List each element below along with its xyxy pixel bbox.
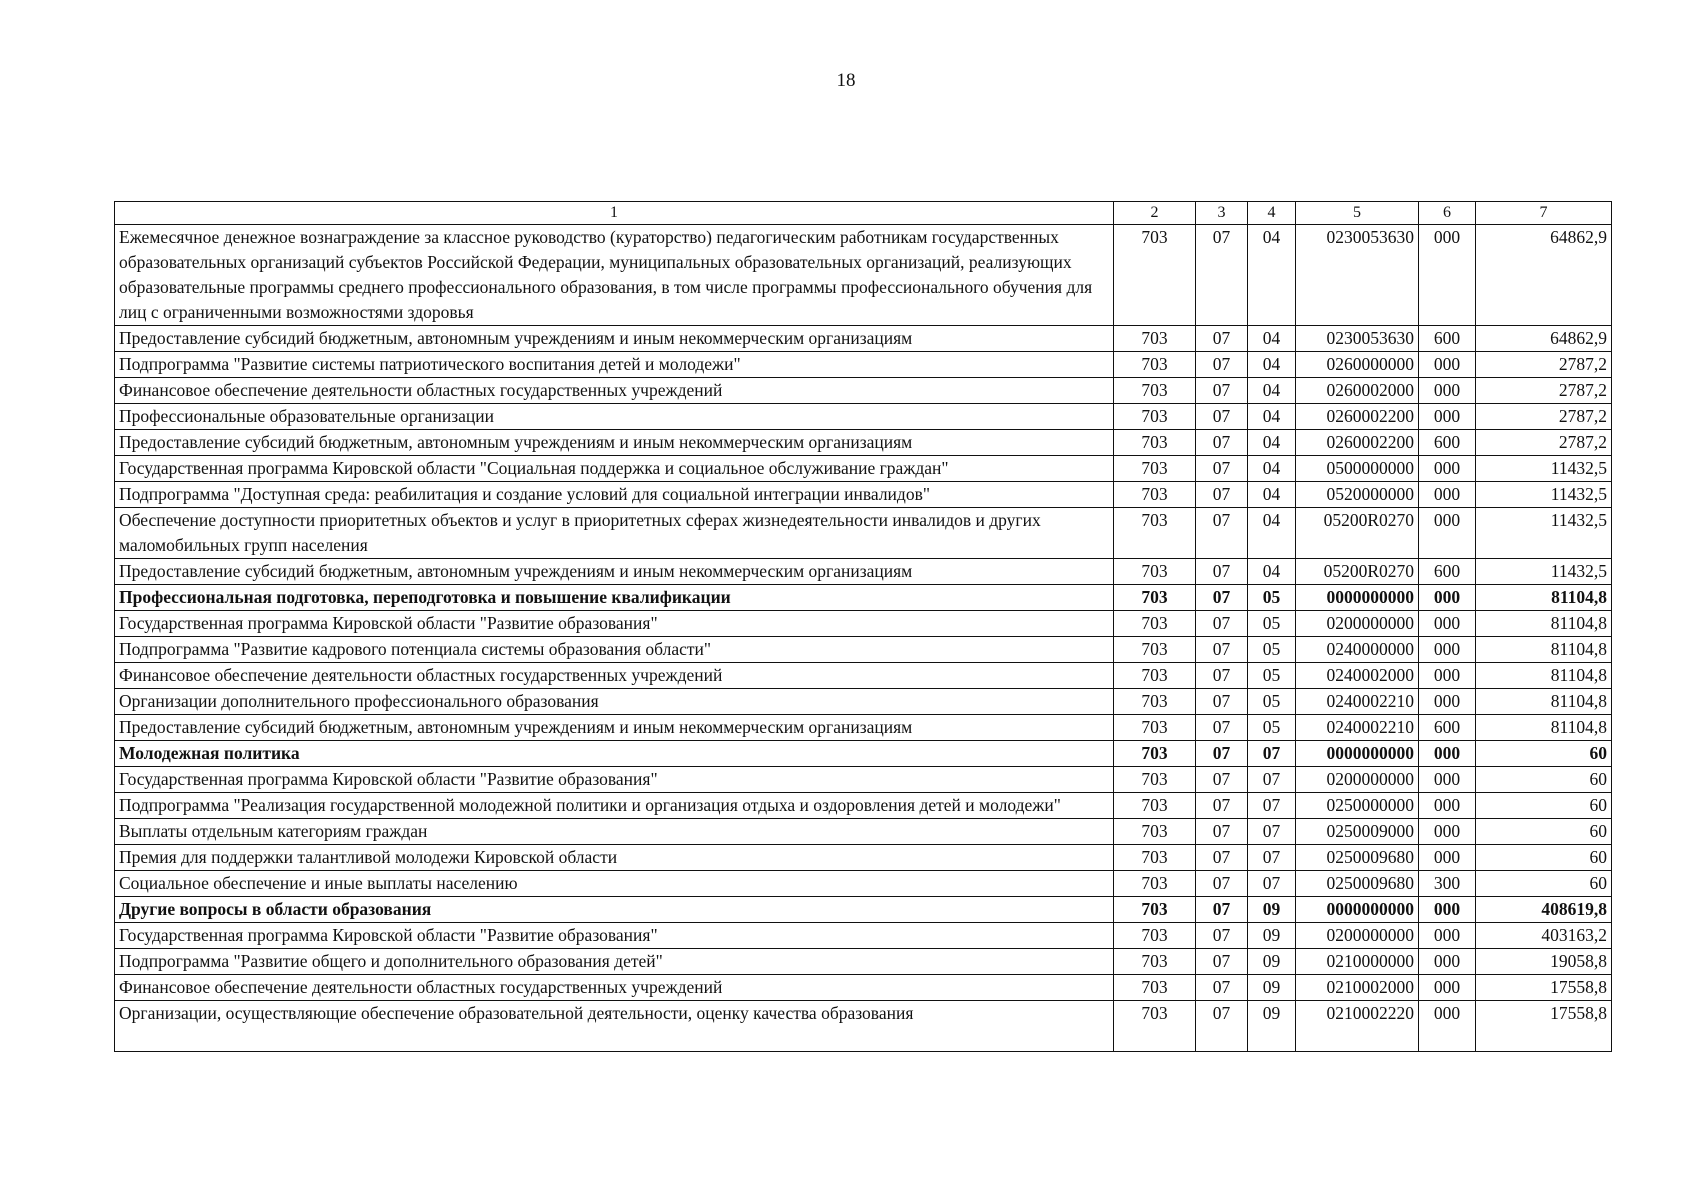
section-code-cell: 07: [1196, 378, 1248, 404]
item-name-cell: Профессиональные образовательные организации: [115, 404, 1114, 430]
expense-type-cell: 000: [1419, 897, 1476, 923]
expense-type-cell: 000: [1419, 845, 1476, 871]
subsection-code-cell: 07: [1248, 793, 1296, 819]
table-row: [115, 611, 1612, 637]
ministry-code-cell: 703: [1114, 897, 1196, 923]
section-code-cell: 07: [1196, 559, 1248, 585]
ministry-code-cell: 703: [1114, 767, 1196, 793]
table-row: [115, 352, 1612, 378]
section-code-cell: 07: [1196, 871, 1248, 897]
item-name-cell: Государственная программа Кировской области "Развитие образования": [115, 611, 1114, 637]
item-name-cell: Организации дополнительного профессионального образования: [115, 689, 1114, 715]
ministry-code-cell: 703: [1114, 689, 1196, 715]
section-code-cell: 07: [1196, 975, 1248, 1001]
table-row: [115, 637, 1612, 663]
table-row: [115, 715, 1612, 741]
item-name-cell: Выплаты отдельным категориям граждан: [115, 819, 1114, 845]
expense-type-cell: 000: [1419, 663, 1476, 689]
ministry-code-cell: 703: [1114, 845, 1196, 871]
item-name-cell: Молодежная политика: [115, 741, 1114, 767]
target-article-cell: 0500000000: [1296, 456, 1419, 482]
section-code-cell: 07: [1196, 793, 1248, 819]
expense-type-cell: 000: [1419, 585, 1476, 611]
amount-cell: 11432,5: [1476, 456, 1612, 482]
ministry-code-cell: 703: [1114, 871, 1196, 897]
target-article-cell: 0250009000: [1296, 819, 1419, 845]
section-code-cell: 07: [1196, 923, 1248, 949]
subsection-code-cell: 05: [1248, 611, 1296, 637]
section-code-cell: 07: [1196, 430, 1248, 456]
amount-cell: 60: [1476, 741, 1612, 767]
table-row: [115, 949, 1612, 975]
subsection-code-cell: 04: [1248, 352, 1296, 378]
table-row: [115, 482, 1612, 508]
target-article-cell: 05200R0270: [1296, 508, 1419, 559]
item-name-cell: Профессиональная подготовка, переподготовка и повышение квалификации: [115, 585, 1114, 611]
table-row: [115, 793, 1612, 819]
subsection-code-cell: 04: [1248, 326, 1296, 352]
subsection-code-cell: 09: [1248, 975, 1296, 1001]
table-row: [115, 404, 1612, 430]
subsection-code-cell: 05: [1248, 637, 1296, 663]
amount-cell: 81104,8: [1476, 689, 1612, 715]
expense-type-cell: 000: [1419, 949, 1476, 975]
section-code-cell: 07: [1196, 611, 1248, 637]
target-article-cell: 0200000000: [1296, 611, 1419, 637]
section-code-cell: 07: [1196, 741, 1248, 767]
ministry-code-cell: 703: [1114, 378, 1196, 404]
page-number: 18: [836, 70, 856, 91]
ministry-code-cell: 703: [1114, 456, 1196, 482]
ministry-code-cell: 703: [1114, 559, 1196, 585]
table-row: [115, 871, 1612, 897]
table-row: [115, 559, 1612, 585]
ministry-code-cell: 703: [1114, 508, 1196, 559]
target-article-cell: 0200000000: [1296, 767, 1419, 793]
section-code-cell: 07: [1196, 637, 1248, 663]
ministry-code-cell: 703: [1114, 225, 1196, 326]
budget-table: [114, 201, 1612, 1052]
amount-cell: 17558,8: [1476, 975, 1612, 1001]
target-article-cell: 0210002220: [1296, 1001, 1419, 1052]
expense-type-cell: 000: [1419, 819, 1476, 845]
ministry-code-cell: 703: [1114, 741, 1196, 767]
expense-type-cell: 000: [1419, 378, 1476, 404]
expense-type-cell: 000: [1419, 611, 1476, 637]
table-body: [115, 225, 1612, 1052]
item-name-cell: Обеспечение доступности приоритетных объектов и услуг в приоритетных сферах жизнедеятельности инвалидов и других маломобильных групп населения: [115, 508, 1114, 559]
subsection-code-cell: 04: [1248, 378, 1296, 404]
target-article-cell: 0210002000: [1296, 975, 1419, 1001]
section-code-cell: 07: [1196, 352, 1248, 378]
table-row: [115, 923, 1612, 949]
section-code-cell: 07: [1196, 326, 1248, 352]
table-row: [115, 741, 1612, 767]
subsection-code-cell: 07: [1248, 741, 1296, 767]
section-code-cell: 07: [1196, 897, 1248, 923]
amount-cell: 2787,2: [1476, 430, 1612, 456]
amount-cell: 64862,9: [1476, 225, 1612, 326]
subsection-code-cell: 07: [1248, 767, 1296, 793]
item-name-cell: Предоставление субсидий бюджетным, автономным учреждениям и иным некоммерческим организациям: [115, 715, 1114, 741]
section-code-cell: 07: [1196, 225, 1248, 326]
amount-cell: 11432,5: [1476, 559, 1612, 585]
ministry-code-cell: 703: [1114, 1001, 1196, 1052]
expense-type-cell: 000: [1419, 1001, 1476, 1052]
column-header: 3: [1196, 202, 1248, 225]
expense-type-cell: 000: [1419, 482, 1476, 508]
ministry-code-cell: 703: [1114, 819, 1196, 845]
target-article-cell: 0240002000: [1296, 663, 1419, 689]
target-article-cell: 0000000000: [1296, 585, 1419, 611]
expense-type-cell: 000: [1419, 741, 1476, 767]
table-row: [115, 845, 1612, 871]
table-row: [115, 508, 1612, 559]
section-code-cell: 07: [1196, 585, 1248, 611]
expense-type-cell: 000: [1419, 456, 1476, 482]
amount-cell: 11432,5: [1476, 508, 1612, 559]
section-code-cell: 07: [1196, 456, 1248, 482]
item-name-cell: Другие вопросы в области образования: [115, 897, 1114, 923]
amount-cell: 2787,2: [1476, 378, 1612, 404]
expense-type-cell: 000: [1419, 637, 1476, 663]
item-name-cell: Государственная программа Кировской области "Развитие образования": [115, 923, 1114, 949]
target-article-cell: 0250009680: [1296, 871, 1419, 897]
target-article-cell: 0260002200: [1296, 430, 1419, 456]
table-row: [115, 585, 1612, 611]
section-code-cell: 07: [1196, 819, 1248, 845]
item-name-cell: Подпрограмма "Доступная среда: реабилитация и создание условий для социальной интеграции инвалидов": [115, 482, 1114, 508]
expense-type-cell: 000: [1419, 689, 1476, 715]
target-article-cell: 0520000000: [1296, 482, 1419, 508]
table-row: [115, 819, 1612, 845]
ministry-code-cell: 703: [1114, 663, 1196, 689]
amount-cell: 17558,8: [1476, 1001, 1612, 1052]
subsection-code-cell: 05: [1248, 715, 1296, 741]
subsection-code-cell: 09: [1248, 897, 1296, 923]
subsection-code-cell: 09: [1248, 1001, 1296, 1052]
subsection-code-cell: 07: [1248, 871, 1296, 897]
expense-type-cell: 000: [1419, 352, 1476, 378]
item-name-cell: Социальное обеспечение и иные выплаты населению: [115, 871, 1114, 897]
amount-cell: 403163,2: [1476, 923, 1612, 949]
table-row: [115, 430, 1612, 456]
column-header: 1: [115, 202, 1114, 225]
table-header-row: [115, 202, 1612, 225]
target-article-cell: 0230053630: [1296, 225, 1419, 326]
item-name-cell: Финансовое обеспечение деятельности областных государственных учреждений: [115, 378, 1114, 404]
amount-cell: 81104,8: [1476, 611, 1612, 637]
ministry-code-cell: 703: [1114, 637, 1196, 663]
subsection-code-cell: 05: [1248, 663, 1296, 689]
item-name-cell: Организации, осуществляющие обеспечение образовательной деятельности, оценку качества образования: [115, 1001, 1114, 1052]
expense-type-cell: 000: [1419, 793, 1476, 819]
section-code-cell: 07: [1196, 949, 1248, 975]
subsection-code-cell: 04: [1248, 225, 1296, 326]
subsection-code-cell: 04: [1248, 430, 1296, 456]
subsection-code-cell: 04: [1248, 559, 1296, 585]
expense-type-cell: 600: [1419, 559, 1476, 585]
column-header: 6: [1419, 202, 1476, 225]
subsection-code-cell: 05: [1248, 689, 1296, 715]
expense-type-cell: 000: [1419, 923, 1476, 949]
amount-cell: 81104,8: [1476, 663, 1612, 689]
target-article-cell: 0260002000: [1296, 378, 1419, 404]
target-article-cell: 0000000000: [1296, 897, 1419, 923]
section-code-cell: 07: [1196, 404, 1248, 430]
item-name-cell: Ежемесячное денежное вознаграждение за классное руководство (кураторство) педагогическим работникам государственных образовательных организаций субъектов Российской Федерации, муниципальных образовательных организаций, реализующих образовательные программы среднего профессионального образования, в том числе программы профессионального обучения для лиц с ограниченными возможностями здоровья: [115, 225, 1114, 326]
ministry-code-cell: 703: [1114, 585, 1196, 611]
section-code-cell: 07: [1196, 482, 1248, 508]
expense-type-cell: 600: [1419, 326, 1476, 352]
amount-cell: 2787,2: [1476, 404, 1612, 430]
amount-cell: 408619,8: [1476, 897, 1612, 923]
table-row: [115, 225, 1612, 326]
subsection-code-cell: 04: [1248, 456, 1296, 482]
target-article-cell: 0230053630: [1296, 326, 1419, 352]
section-code-cell: 07: [1196, 715, 1248, 741]
column-header: 2: [1114, 202, 1196, 225]
amount-cell: 11432,5: [1476, 482, 1612, 508]
target-article-cell: 0250000000: [1296, 793, 1419, 819]
target-article-cell: 0210000000: [1296, 949, 1419, 975]
table-row: [115, 897, 1612, 923]
expense-type-cell: 000: [1419, 975, 1476, 1001]
expense-type-cell: 300: [1419, 871, 1476, 897]
amount-cell: 81104,8: [1476, 637, 1612, 663]
section-code-cell: 07: [1196, 767, 1248, 793]
item-name-cell: Государственная программа Кировской области "Социальная поддержка и социальное обслуживание граждан": [115, 456, 1114, 482]
subsection-code-cell: 04: [1248, 404, 1296, 430]
target-article-cell: 0260000000: [1296, 352, 1419, 378]
expense-type-cell: 600: [1419, 715, 1476, 741]
subsection-code-cell: 09: [1248, 949, 1296, 975]
amount-cell: 64862,9: [1476, 326, 1612, 352]
column-header: 7: [1476, 202, 1612, 225]
target-article-cell: 0240000000: [1296, 637, 1419, 663]
target-article-cell: 0200000000: [1296, 923, 1419, 949]
amount-cell: 60: [1476, 793, 1612, 819]
table-row: [115, 663, 1612, 689]
item-name-cell: Финансовое обеспечение деятельности областных государственных учреждений: [115, 975, 1114, 1001]
column-header: 5: [1296, 202, 1419, 225]
target-article-cell: 0000000000: [1296, 741, 1419, 767]
subsection-code-cell: 04: [1248, 482, 1296, 508]
table-row: [115, 689, 1612, 715]
amount-cell: 81104,8: [1476, 715, 1612, 741]
table-row: [115, 326, 1612, 352]
item-name-cell: Предоставление субсидий бюджетным, автономным учреждениям и иным некоммерческим организациям: [115, 559, 1114, 585]
ministry-code-cell: 703: [1114, 352, 1196, 378]
item-name-cell: Подпрограмма "Развитие кадрового потенциала системы образования области": [115, 637, 1114, 663]
expense-type-cell: 000: [1419, 508, 1476, 559]
table-row: [115, 975, 1612, 1001]
ministry-code-cell: 703: [1114, 326, 1196, 352]
section-code-cell: 07: [1196, 1001, 1248, 1052]
item-name-cell: Подпрограмма "Развитие общего и дополнительного образования детей": [115, 949, 1114, 975]
item-name-cell: Государственная программа Кировской области "Развитие образования": [115, 767, 1114, 793]
item-name-cell: Предоставление субсидий бюджетным, автономным учреждениям и иным некоммерческим организациям: [115, 326, 1114, 352]
ministry-code-cell: 703: [1114, 975, 1196, 1001]
ministry-code-cell: 703: [1114, 430, 1196, 456]
subsection-code-cell: 09: [1248, 923, 1296, 949]
ministry-code-cell: 703: [1114, 611, 1196, 637]
ministry-code-cell: 703: [1114, 793, 1196, 819]
subsection-code-cell: 05: [1248, 585, 1296, 611]
target-article-cell: 0250009680: [1296, 845, 1419, 871]
amount-cell: 60: [1476, 819, 1612, 845]
section-code-cell: 07: [1196, 508, 1248, 559]
item-name-cell: Предоставление субсидий бюджетным, автономным учреждениям и иным некоммерческим организациям: [115, 430, 1114, 456]
ministry-code-cell: 703: [1114, 715, 1196, 741]
ministry-code-cell: 703: [1114, 949, 1196, 975]
amount-cell: 60: [1476, 845, 1612, 871]
amount-cell: 81104,8: [1476, 585, 1612, 611]
target-article-cell: 0260002200: [1296, 404, 1419, 430]
section-code-cell: 07: [1196, 663, 1248, 689]
amount-cell: 19058,8: [1476, 949, 1612, 975]
amount-cell: 60: [1476, 871, 1612, 897]
expense-type-cell: 000: [1419, 404, 1476, 430]
target-article-cell: 05200R0270: [1296, 559, 1419, 585]
table-row: [115, 456, 1612, 482]
ministry-code-cell: 703: [1114, 482, 1196, 508]
subsection-code-cell: 07: [1248, 819, 1296, 845]
table-row: [115, 1001, 1612, 1052]
ministry-code-cell: 703: [1114, 404, 1196, 430]
item-name-cell: Подпрограмма "Развитие системы патриотического воспитания детей и молодежи": [115, 352, 1114, 378]
expense-type-cell: 600: [1419, 430, 1476, 456]
subsection-code-cell: 04: [1248, 508, 1296, 559]
target-article-cell: 0240002210: [1296, 689, 1419, 715]
section-code-cell: 07: [1196, 689, 1248, 715]
amount-cell: 60: [1476, 767, 1612, 793]
item-name-cell: Премия для поддержки талантливой молодежи Кировской области: [115, 845, 1114, 871]
target-article-cell: 0240002210: [1296, 715, 1419, 741]
table-row: [115, 378, 1612, 404]
expense-type-cell: 000: [1419, 225, 1476, 326]
item-name-cell: Подпрограмма "Реализация государственной молодежной политики и организация отдыха и оздоровления детей и молодежи": [115, 793, 1114, 819]
expense-type-cell: 000: [1419, 767, 1476, 793]
column-header: 4: [1248, 202, 1296, 225]
table-row: [115, 767, 1612, 793]
ministry-code-cell: 703: [1114, 923, 1196, 949]
amount-cell: 2787,2: [1476, 352, 1612, 378]
item-name-cell: Финансовое обеспечение деятельности областных государственных учреждений: [115, 663, 1114, 689]
subsection-code-cell: 07: [1248, 845, 1296, 871]
section-code-cell: 07: [1196, 845, 1248, 871]
